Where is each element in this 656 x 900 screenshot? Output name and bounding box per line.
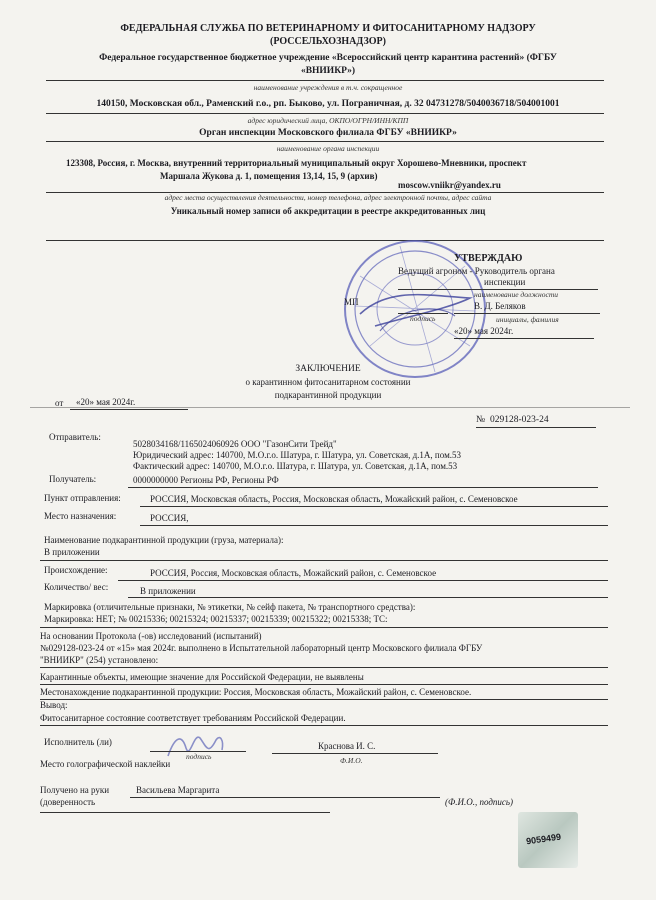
sender-line-3: Фактический адрес: 140700, М.О.г.о. Шатура, г. Шатура, ул. Советская, д.1А, пом.53: [133, 461, 458, 471]
institution-line-2: «ВНИИКР»): [300, 66, 356, 76]
finding-line-1: Карантинные объекты, имеющие значение для Российской Федерации, не выявлены: [40, 672, 364, 682]
hologram-sticker: [518, 812, 578, 868]
product-label: Наименование подкарантинной продукции (груза, материала):: [44, 535, 284, 545]
institution-line-1: Федеральное государственное бюджетное учреждение «Всероссийский центр карантина растений» (ФГБУ: [99, 53, 557, 63]
received-label-2: (доверенность: [40, 797, 96, 807]
document-date-underline: [70, 409, 188, 410]
marking-value: Маркировка: НЕТ; № 00215336; 00215324; 00215337; 00215339; 00215322; 00215338; ТС:: [44, 614, 388, 624]
approval-position-caption: наименование должности: [474, 290, 559, 299]
marking-underline: [40, 627, 608, 628]
document-number-underline: [476, 427, 596, 428]
document-subtitle-2: подкарантинной продукции: [274, 390, 382, 400]
sender-line-1: 5028034168/1165024060926 ООО "ГазонСити Трейд": [133, 439, 337, 449]
institution-caption: наименование учреждения в т.ч. сокращенное: [253, 83, 403, 92]
received-caption: (Ф.И.О., подпись): [445, 797, 514, 807]
executor-signature-caption: подпись: [186, 752, 212, 761]
received-name-underline: [130, 797, 440, 798]
conclusion-value: Фитосанитарное состояние соответствует требованиям Российской Федерации.: [40, 713, 346, 723]
basis-line-3: "ВНИИКР" (254) установлено:: [40, 655, 159, 665]
basis-line-2: №029128-023-24 от «15» мая 2024г. выполнено в Испытательной лабораторный центр Московского филиала ФГБУ: [40, 643, 483, 653]
power-of-attorney-underline: [40, 812, 330, 813]
sender-line-2: Юридический адрес: 140700, М.О.г.о. Шатура, г. Шатура, ул. Советская, д.1А, пом.53: [133, 450, 462, 460]
document-date: «20» мая 2024г.: [76, 397, 136, 407]
accreditation-label: Уникальный номер записи об аккредитации в реестре аккредитованных лиц: [170, 206, 486, 216]
sender-label: Отправитель:: [49, 432, 101, 442]
recipient-label: Получатель:: [49, 474, 97, 484]
conclusion-underline: [40, 725, 608, 726]
legal-address-caption: адрес юридический лица, ОКПО/ОГРН/ИНН/КПП: [247, 116, 409, 125]
basis-line-1: На основании Протокола (-ов) исследований (испытаний): [40, 631, 262, 641]
activity-address-line-2: Маршала Жукова д. 1, помещения 13,14, 15, 9 (архив): [160, 171, 378, 181]
date-prefix: от: [55, 398, 64, 408]
approval-title: УТВЕРЖДАЮ: [454, 253, 523, 264]
marking-label: Маркировка (отличительные признаки, № этикетки, № сейф пакета, № транспортного средства):: [44, 602, 416, 612]
inspection-body-underline: [46, 141, 604, 142]
quantity-label: Количество/ вес:: [44, 582, 109, 592]
finding-underline-2: [40, 699, 608, 700]
approval-date: «20» мая 2024г.: [454, 326, 514, 336]
approval-position-line-1: Ведущий агроном - Руководитель органа: [398, 266, 555, 276]
origin-underline: [118, 580, 608, 581]
legal-address: 140150, Московская обл., Раменский г.о., рп. Быково, ул. Пограничная, д. 32 04731278/5040036718/504001001: [96, 99, 560, 109]
destination-label: Место назначения:: [44, 511, 117, 521]
title-divider: [30, 407, 630, 408]
mp-mark: МП: [344, 297, 359, 307]
origin-value: РОССИЯ, Россия, Московская область, Можайский район, с. Семеновское: [150, 568, 437, 578]
activity-address-line-1: 123308, Россия, г. Москва, внутренний территориальный муниципальный округ Хорошево-Мневники, проспект: [66, 158, 527, 168]
approval-date-underline: [454, 338, 594, 339]
agency-name: ФЕДЕРАЛЬНАЯ СЛУЖБА ПО ВЕТЕРИНАРНОМУ И ФИТОСАНИТАРНОМУ НАДЗОРУ: [120, 23, 536, 34]
email: moscow.vniikr@yandex.ru: [398, 180, 501, 190]
approver-name-caption: инициалы, фамилия: [496, 315, 559, 324]
product-value: В приложении: [44, 547, 100, 557]
product-underline: [40, 560, 608, 561]
executor-label: Исполнитель (ли): [44, 737, 112, 747]
document-subtitle-1: о карантинном фитосанитарном состоянии: [245, 377, 411, 387]
recipient-underline: [128, 487, 598, 488]
finding-underline-1: [40, 684, 608, 685]
activity-address-caption: адрес места осуществления деятельности, номер телефона, адрес электронной почты, адрес сайта: [164, 193, 492, 202]
quantity-value: В приложении: [140, 586, 196, 596]
destination-value: РОССИЯ,: [150, 513, 189, 523]
received-name: Васильева Маргарита: [136, 785, 220, 795]
number-prefix: №: [476, 415, 486, 425]
hologram-number: 9059499: [525, 831, 562, 847]
approver-name: В. Д. Беляков: [474, 301, 526, 311]
document-number: 029128-023-24: [490, 415, 549, 425]
dispatch-value: РОССИЯ, Московская область, Россия, Московская область, Можайский район, с. Семеновское: [150, 494, 518, 504]
document-title: ЗАКЛЮЧЕНИЕ: [295, 364, 361, 374]
received-label-1: Получено на руки: [40, 785, 110, 795]
agency-abbreviation: (РОССЕЛЬХОЗНАДЗОР): [269, 36, 386, 47]
destination-underline: [140, 525, 608, 526]
dispatch-underline: [140, 506, 608, 507]
inspection-body: Орган инспекции Московского филиала ФГБУ «ВНИИКР»: [199, 128, 457, 138]
finding-line-2: Местонахождение подкарантинной продукции: Россия, Московская область, Можайский район, с. Семеновское.: [40, 687, 472, 697]
quantity-underline: [128, 597, 608, 598]
approval-position-line-2: инспекции: [484, 277, 526, 287]
origin-label: Происхождение:: [44, 565, 108, 575]
executor-name: Краснова И. С.: [318, 741, 376, 751]
hologram-sticker-label: Место голографической наклейки: [40, 759, 171, 769]
approver-name-underline: [454, 313, 600, 314]
executor-name-caption: Ф.И.О.: [340, 756, 363, 765]
legal-address-underline: [46, 113, 604, 114]
approver-signature-caption: подпись: [410, 314, 436, 323]
conclusion-label: Вывод:: [40, 700, 68, 710]
accreditation-underline: [46, 240, 604, 241]
inspection-body-caption: наименование органа инспекции: [276, 144, 380, 153]
basis-underline: [40, 667, 608, 668]
dispatch-label: Пункт отправления:: [44, 493, 121, 503]
institution-underline: [46, 80, 604, 81]
recipient-value: 0000000000 Регионы РФ, Регионы РФ: [133, 475, 279, 485]
executor-name-underline: [272, 753, 438, 754]
